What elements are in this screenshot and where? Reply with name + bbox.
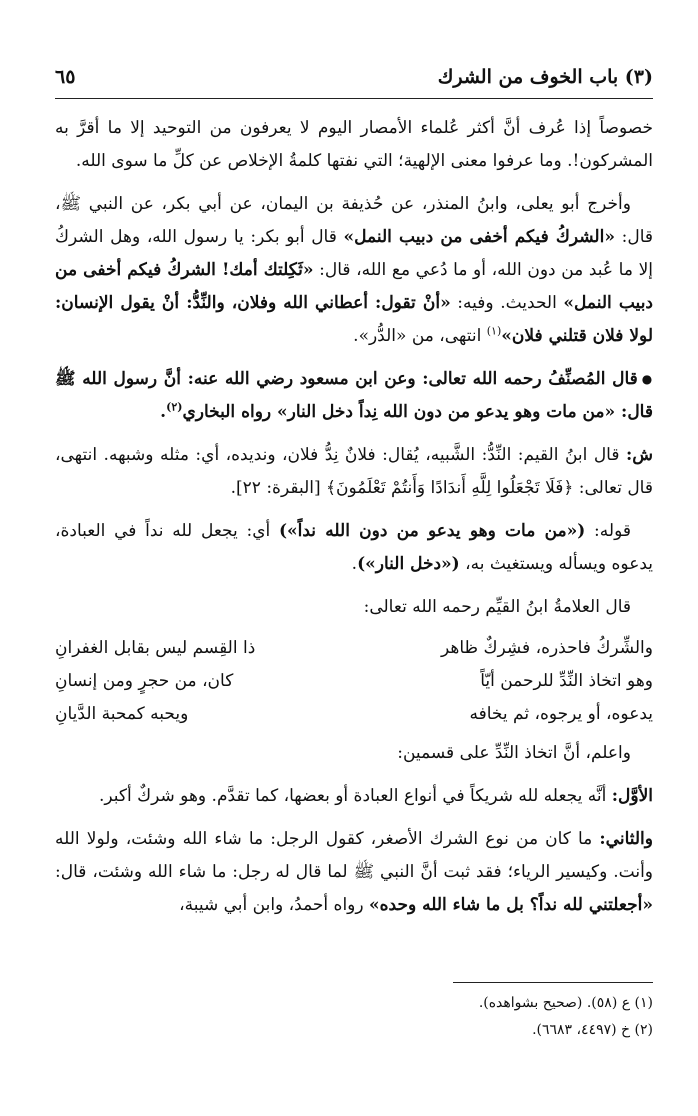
page-header (55, 60, 653, 94)
hadith-quote: «الشركُ فيكم أخفى من دبيب النمل» (343, 227, 615, 247)
author-statement-end: . (160, 402, 167, 422)
commentary-paragraph (55, 439, 653, 505)
second-type-paragraph (55, 823, 653, 922)
paragraph-1: خصوصاً إذا عُرف أنَّ أكثر عُلماء الأمصار اليوم لا يعرفون من التوحيد إلا ما أقرَّ به المشركون!. وما عرفوا معنى الإلهية؛ التي نفتها كلمةُ الإخلاص عن كلِّ ما سوى الله. (55, 118, 653, 171)
footnotes (55, 990, 653, 1044)
poem-hemistich-second: ذا القِسم ليس بقابل الغفرانِ (55, 638, 256, 658)
hadith-quote: «ثَكِلتك أمك! الشركُ فيكم أخفى من دبيب النمل» (55, 260, 653, 313)
footnote-ref-2: (٢) (166, 400, 183, 414)
bullet-icon: ● (641, 372, 653, 386)
first-type-paragraph (55, 780, 653, 813)
hadith-quote: «أجعلتني لله نداً؟ بل ما شاء الله وحده» (369, 895, 653, 915)
division-intro: واعلم، أنَّ اتخاذ النِّدِّ على قسمين: (397, 743, 631, 763)
footnote-divider (453, 982, 653, 983)
author-statement-text: قال المُصنِّفُ رحمه الله تعالى: وعن ابن مسعود رضي الله عنه: أنَّ رسول الله ﷺ قال: «من مات وهو يدعو من دون الله نِداً دخل النار» رواه البخاري (55, 369, 653, 422)
explanation-text: . (351, 554, 358, 574)
quoted-phrase: («من مات وهو يدعو من دون الله نداً») (278, 521, 586, 541)
chapter-title: (٣) باب الخوف من الشرك (437, 66, 653, 88)
hadith-quote: «أنْ تقول: أعطاني الله وفلان، والنِّدُّ: أنْ يقول الإنسان: لولا فلان قتلني فلان» (55, 293, 653, 346)
header-divider (55, 98, 653, 99)
first-type-text: أنَّه يجعله لله شريكاً في أنواع العبادة أو بعضها، كما تقدَّم. وهو شركٌ أكبر. (99, 786, 612, 806)
commentary-text: قال ابنُ القيم: النِّدُّ: الشَّبيه، يُقال: فلانٌ نِدُّ فلان، ونديده، أي: مثله وشبهه. انتهى، قال تعالى: ﴿فَلَا تَجْعَلُوا لِلَّهِ أَندَادًا وَأَنتُمْ تَعْلَمُونَ﴾ [البقرة: ٢٢]. (55, 445, 653, 498)
paragraph-2-text: قال أبو بكر: يا رسول الله، وهل الشركُ إلا ما عُبد من دون الله، أو ما دُعي مع الله، قال: (55, 227, 653, 280)
poem-verse (55, 632, 653, 665)
footnote-1: (١) ع (٥٨). (صحيح بشواهده). (478, 995, 653, 1011)
poem-hemistich-first: والشِّركُ فاحذره، فشِركٌ ظاهر (441, 638, 653, 658)
poem-hemistich-second: ويحبه كمحبة الدَّيانِ (55, 704, 189, 724)
poem-verse (55, 665, 653, 698)
paragraph-2-text: الحديث. وفيه: (450, 293, 564, 313)
commentary-marker: ش: (625, 445, 653, 465)
page-number: ٦٥ (55, 66, 76, 88)
paragraph-2-text: وأخرج أبو يعلى، وابنُ المنذر، عن حُذيفة بن اليمان، عن أبي بكر، عن النبي ﷺ، قال: (55, 194, 653, 247)
poem-intro: قال العلامةُ ابنُ القيِّم رحمه الله تعالى: (363, 597, 631, 617)
footnote-2: (٢) خ (٤٤٩٧، ٦٦٨٣). (532, 1022, 653, 1038)
footnote-ref-1: (١) (486, 324, 502, 338)
second-type-text: ما كان من نوع الشرك الأصغر، كقول الرجل: ما شاء الله وشئت، ولولا الله وأنت. وكيسير الرياء؛ فقد ثبت أنَّ النبي ﷺ لما قال له رجل: ما شاء الله وشئت، قال: (55, 829, 653, 882)
explanation-text: قوله: (585, 521, 631, 541)
poem-hemistich-first: وهو اتخاذ النِّدِّ للرحمن أيّاً (480, 671, 653, 691)
page-body (55, 112, 653, 922)
author-statement (55, 363, 653, 429)
quoted-phrase: («دخل النار») (357, 554, 460, 574)
second-type-text: رواه أحمدُ، وابن أبي شيبة، (179, 895, 369, 915)
poem-hemistich-second: كان، من حجرٍ ومن إنسانِ (55, 671, 234, 691)
poem-hemistich-first: يدعوه، أو يرجوه، ثم يخافه (469, 704, 653, 724)
second-type-label: والثاني: (599, 829, 653, 849)
poem (55, 632, 653, 731)
poem-verse (55, 698, 653, 731)
paragraph-2-text: انتهى، من «الدُّر». (353, 326, 487, 346)
explanation-text: أي: يجعل لله نداً في العبادة، يدعوه ويسأله ويستغيث به، (55, 521, 653, 574)
first-type-label: الأوَّل: (611, 786, 653, 806)
paragraph-2 (55, 188, 653, 353)
explanation-paragraph (55, 515, 653, 581)
